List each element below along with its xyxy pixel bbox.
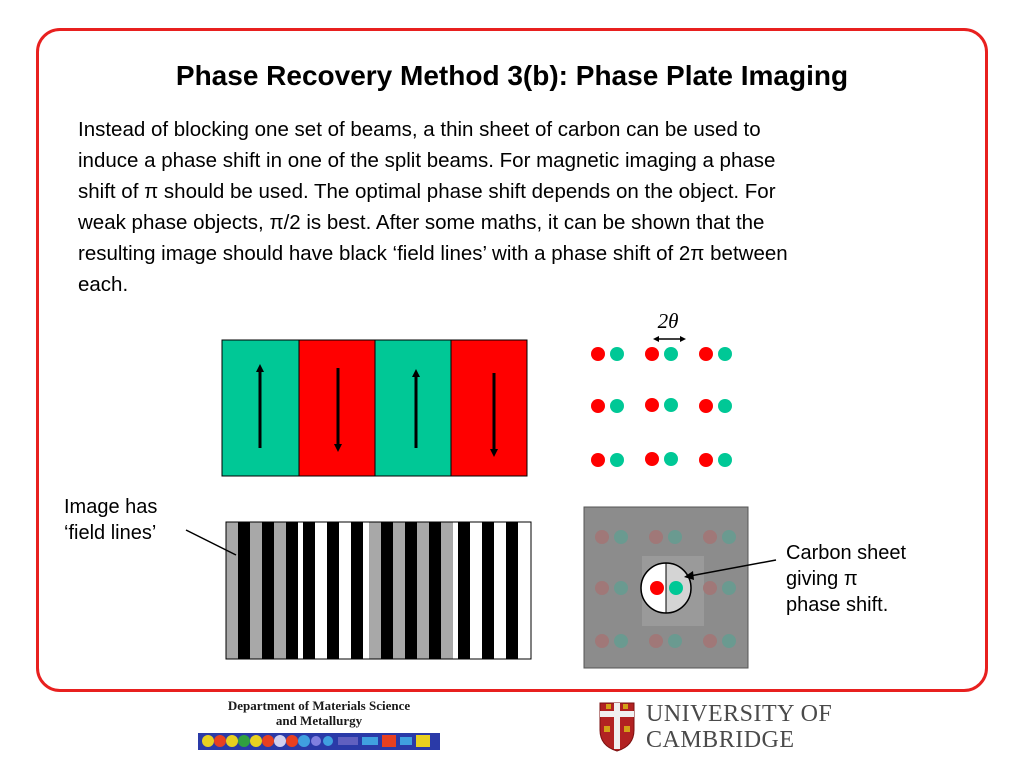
carbon-label-line: giving π — [786, 568, 858, 590]
university-logo-text — [646, 701, 832, 753]
cambridge-shield-icon — [600, 703, 634, 751]
spot-green — [718, 399, 732, 413]
spot-green — [610, 399, 624, 413]
spot-red — [650, 581, 664, 595]
spot-red — [591, 399, 605, 413]
paragraph-line: resulting image should have black ‘field lines’ with a phase shift of 2π between — [78, 242, 788, 265]
slide-title: Phase Recovery Method 3(b): Phase Plate Imaging — [175, 60, 849, 91]
spot-red — [699, 399, 713, 413]
spot-red — [645, 452, 659, 466]
department-line: and Metallurgy — [275, 713, 363, 728]
spot-red — [591, 347, 605, 361]
field-lines-image — [226, 522, 531, 659]
angle-label: 2θ — [657, 309, 679, 333]
spot-red — [645, 347, 659, 361]
spot-red — [591, 453, 605, 467]
phase-plate-diagram — [584, 507, 748, 668]
spot-red — [699, 453, 713, 467]
spot-green — [718, 347, 732, 361]
paragraph-line: induce a phase shift in one of the split beams. For magnetic imaging a phase — [78, 149, 776, 172]
carbon-label-line: phase shift. — [786, 594, 889, 616]
carbon-label-line: Carbon sheet — [786, 542, 907, 564]
image-label-line: ‘field lines’ — [64, 522, 157, 544]
department-line: Department of Materials Science — [227, 698, 411, 713]
spot-green — [664, 452, 678, 466]
spot-green — [610, 453, 624, 467]
carbon-label — [786, 540, 906, 618]
department-name — [198, 698, 440, 728]
spot-red — [645, 398, 659, 412]
image-label-line: Image has — [64, 496, 158, 518]
paragraph-line: each. — [78, 273, 129, 296]
paragraph-line: Instead of blocking one set of beams, a thin sheet of carbon can be used to — [78, 118, 761, 141]
university-line: CAMBRIDGE — [646, 727, 795, 753]
domain-red — [451, 340, 527, 476]
spot-red — [699, 347, 713, 361]
paragraph-line: weak phase objects, π/2 is best. After some maths, it can be shown that the — [78, 211, 765, 234]
spot-green — [664, 347, 678, 361]
diffraction-pattern — [591, 336, 732, 467]
spot-green — [664, 398, 678, 412]
paragraph-line: shift of π should be used. The optimal phase shift depends on the object. For — [78, 180, 776, 203]
image-label — [64, 494, 157, 546]
spot-green — [669, 581, 683, 595]
department-logo — [198, 698, 440, 752]
magnetic-domains — [222, 340, 527, 476]
spot-green — [718, 453, 732, 467]
domain-green — [375, 340, 451, 476]
spot-green — [610, 347, 624, 361]
university-line: UNIVERSITY OF — [646, 701, 833, 727]
